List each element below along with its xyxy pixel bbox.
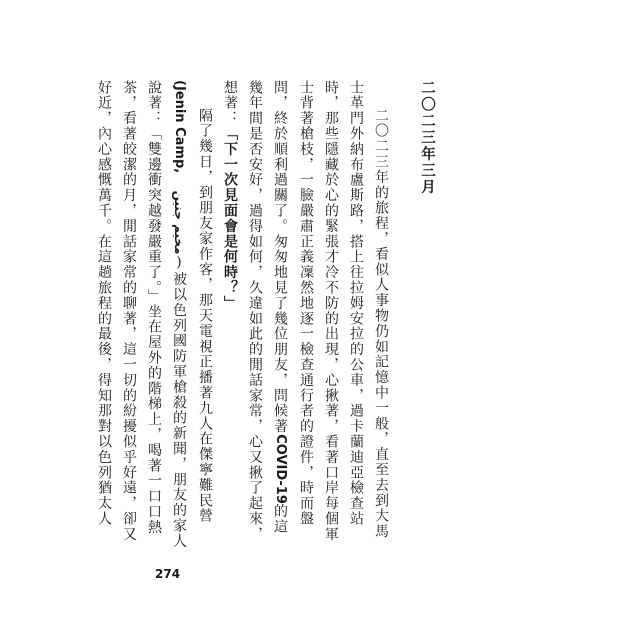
paragraph-1: [217, 80, 393, 550]
paragraph-2-text-a: 隔了幾日，到朋友家作客，那天電視正播著九人在傑寧難民營: [197, 108, 213, 524]
page-number: 274: [155, 567, 181, 581]
paragraph-2-text-b: )被以色列國防軍槍殺的新聞，朋友的家人說著：「雙邊衝突越發嚴重了。」坐在屋外的階梯上，喝著一口口熱茶，看著皎潔的月，閒話家常的聊著，這一切的紛擾似乎好遠，卻又好近，內心感慨萬千。在這趟旅程的最後，得知那對以色列猶太人: [96, 80, 187, 550]
vertical-text-block: [73, 80, 440, 550]
paragraph-2: [91, 80, 217, 550]
bold-question: 「下一次見面會是何時？」: [222, 126, 238, 312]
paragraph-1-text-b: 的這幾年間是否安好，過得如何，久違如此的閒話家常，心又揪了起來，想著：: [222, 80, 288, 542]
paragraph-1-text-a: 二〇二三年的旅程，看似人事物仍如記憶中一般，直至去到大馬士革門外納布盧斯路，搭上往拉姆安拉的公車，過卡蘭迪亞檢查站時，那些隱藏於心的緊張才冷不防的出現，心揪著，看著口岸每個軍士背著槍枝，一臉嚴肅正義凜然地逐一檢查通行者的證件，時而盤問，終於順利過關了。匆匆地見了幾位朋友，問候著: [272, 80, 389, 542]
arabic-place-name: مخيم جنين: [172, 190, 186, 255]
jenin-camp-term: (Jenin Camp,: [172, 80, 187, 174]
covid-term: COVID-19: [273, 434, 288, 504]
section-heading: 二〇二三年三月: [419, 80, 436, 196]
